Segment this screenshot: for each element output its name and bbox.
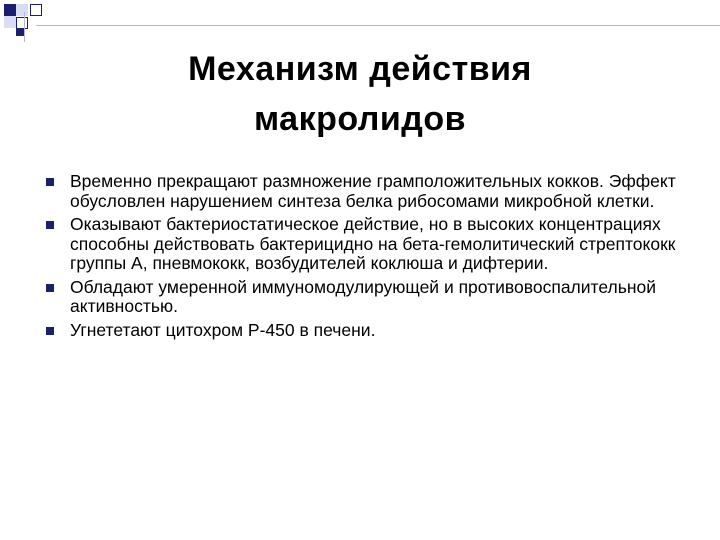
corner-divider <box>24 12 25 42</box>
decor-square-navy <box>4 4 16 16</box>
bullet-text: Оказывают бактериостатическое действие, но в высоких концентрациях способны действовать бактерицидно на бета-гемолитический стрептококк группы А, пневмококк, возбудителей коклюша и дифтерии. <box>70 214 676 273</box>
bullet-text: Угнететают цитохром Р-450 в печени. <box>70 319 376 340</box>
decor-square-navy <box>16 28 24 36</box>
bullet-item <box>40 321 700 341</box>
header-divider <box>36 25 720 26</box>
bullet-item <box>40 172 700 211</box>
corner-square-decoration <box>0 0 60 40</box>
slide-title <box>90 44 630 144</box>
square-bullet-icon <box>46 178 54 186</box>
decor-square-outline <box>30 4 42 16</box>
slide-title-line-2: макролидов <box>253 100 467 138</box>
bullet-list <box>40 172 700 344</box>
decor-square-light <box>16 4 28 16</box>
square-bullet-icon <box>46 327 54 335</box>
bullet-text: Временно прекращают размножение грамположительных кокков. Эффект обусловлен нарушением синтеза белка рибосомами микробной клетки. <box>70 171 676 211</box>
decor-square-light <box>4 16 16 28</box>
bullet-text: Обладают умеренной иммуномодулирующей и противовоспалительной активностью. <box>70 276 657 316</box>
slide-title-line-1: Механизм действия <box>188 50 532 88</box>
square-bullet-icon <box>46 221 54 229</box>
bullet-item <box>40 215 700 274</box>
square-bullet-icon <box>46 284 54 292</box>
bullet-item <box>40 278 700 317</box>
